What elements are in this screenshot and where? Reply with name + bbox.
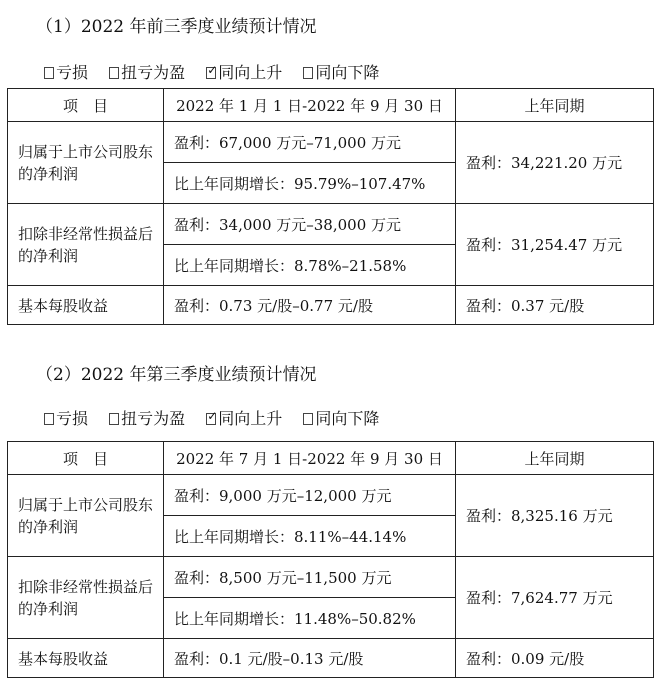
row-growth: 比上年同期增长：8.11%–44.14% (164, 516, 456, 557)
row-growth: 比上年同期增长：95.79%–107.47% (164, 163, 456, 204)
checkbox-icon[interactable] (44, 413, 54, 425)
row-profit: 盈利：0.1 元/股–0.13 元/股 (164, 639, 456, 678)
checkbox-icon[interactable] (303, 413, 313, 425)
section1-table (7, 88, 654, 325)
option-loss[interactable]: 亏损 (44, 406, 88, 429)
table-row (8, 475, 654, 516)
table-row (8, 286, 654, 325)
checkbox-checked-icon[interactable] (206, 413, 216, 425)
checkbox-icon[interactable] (109, 413, 119, 425)
row-item: 基本每股收益 (8, 639, 164, 678)
row-profit: 盈利：9,000 万元–12,000 万元 (164, 475, 456, 516)
section1-options (44, 60, 395, 83)
row-item: 基本每股收益 (8, 286, 164, 325)
option-loss[interactable]: 亏损 (44, 60, 88, 83)
header-period: 2022 年 1 月 1 日-2022 年 9 月 30 日 (164, 89, 456, 122)
row-prior: 盈利：0.37 元/股 (456, 286, 654, 325)
checkbox-icon[interactable] (109, 67, 119, 79)
row-profit: 盈利：34,000 万元–38,000 万元 (164, 204, 456, 245)
option-turnaround[interactable]: 扭亏为盈 (109, 60, 185, 83)
checkbox-icon[interactable] (44, 67, 54, 79)
option-turnaround[interactable]: 扭亏为盈 (109, 406, 185, 429)
section2-title: （2）2022 年第三季度业绩预计情况 (36, 365, 317, 385)
row-prior: 盈利：0.09 元/股 (456, 639, 654, 678)
row-profit: 盈利：67,000 万元–71,000 万元 (164, 122, 456, 163)
row-prior: 盈利：8,325.16 万元 (456, 475, 654, 557)
row-profit: 盈利：0.73 元/股–0.77 元/股 (164, 286, 456, 325)
checkbox-checked-icon[interactable] (206, 67, 216, 79)
row-item: 归属于上市公司股东的净利润 (8, 475, 164, 557)
header-prior: 上年同期 (456, 442, 654, 475)
header-item: 项 目 (8, 442, 164, 475)
row-item: 扣除非经常性损益后的净利润 (8, 204, 164, 286)
row-prior: 盈利：31,254.47 万元 (456, 204, 654, 286)
row-item: 扣除非经常性损益后的净利润 (8, 557, 164, 639)
row-profit: 盈利：8,500 万元–11,500 万元 (164, 557, 456, 598)
section1-title: （1）2022 年前三季度业绩预计情况 (36, 17, 317, 37)
header-period: 2022 年 7 月 1 日-2022 年 9 月 30 日 (164, 442, 456, 475)
header-prior: 上年同期 (456, 89, 654, 122)
section2-options (44, 406, 395, 429)
table-header-row (8, 442, 654, 475)
option-increase[interactable]: ✓ 同向上升 (206, 60, 282, 83)
option-decrease[interactable]: 同向下降 (303, 406, 379, 429)
header-item: 项 目 (8, 89, 164, 122)
option-decrease[interactable]: 同向下降 (303, 60, 379, 83)
row-item: 归属于上市公司股东的净利润 (8, 122, 164, 204)
table-row (8, 639, 654, 678)
row-growth: 比上年同期增长：8.78%–21.58% (164, 245, 456, 286)
table-row (8, 557, 654, 598)
table-row (8, 122, 654, 163)
row-growth: 比上年同期增长：11.48%–50.82% (164, 598, 456, 639)
table-row (8, 204, 654, 245)
table-header-row (8, 89, 654, 122)
option-increase[interactable]: ✓ 同向上升 (206, 406, 282, 429)
section2-table (7, 441, 654, 678)
row-prior: 盈利：34,221.20 万元 (456, 122, 654, 204)
row-prior: 盈利：7,624.77 万元 (456, 557, 654, 639)
checkbox-icon[interactable] (303, 67, 313, 79)
